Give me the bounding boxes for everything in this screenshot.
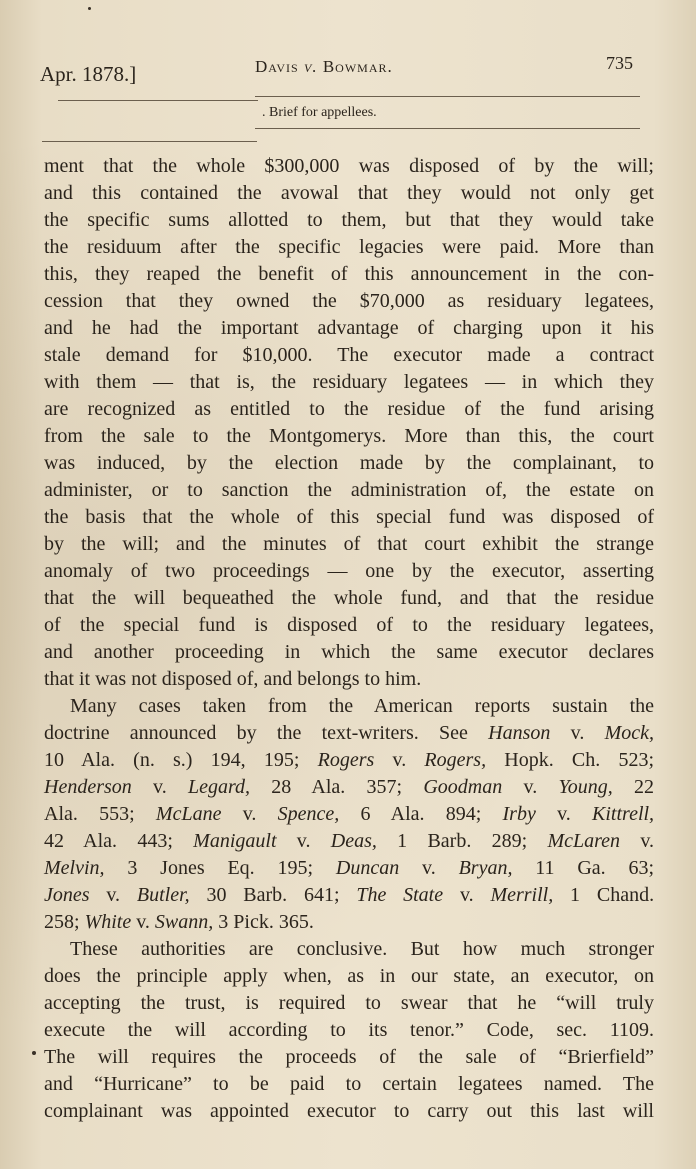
- text-line: that it was not disposed of, and belongs to him.: [44, 668, 422, 690]
- citation: 3 Pick. 365.: [218, 911, 314, 933]
- versus: v.: [242, 803, 257, 825]
- text-line: [44, 720, 654, 747]
- text-line: from the sale to the Montgomerys. More than this, the court: [44, 425, 654, 447]
- text-line: with them — that is, the residuary legatees — in which they: [44, 371, 654, 393]
- text-run: Many cases taken from the American reports sustain the: [70, 695, 654, 717]
- case-name: White: [84, 911, 132, 933]
- versus: v.: [153, 776, 167, 798]
- text-line: and he had the important advantage of charging upon it his: [44, 317, 654, 339]
- running-header: [0, 50, 696, 90]
- text-line: this, they reaped the benefit of this announcement in the con-: [44, 263, 654, 285]
- header-versus: v.: [303, 57, 318, 76]
- text-line: [44, 936, 654, 963]
- text-line: administer, or to sanction the administration of, the estate on: [44, 479, 654, 501]
- header-party-a: Davis: [255, 57, 299, 76]
- case-name: Swann,: [154, 911, 214, 933]
- case-name: Rogers,: [424, 749, 487, 771]
- text-line: [44, 828, 654, 855]
- case-name: Henderson: [44, 776, 132, 798]
- case-name: Duncan: [335, 857, 400, 879]
- paragraph-2: [44, 693, 654, 936]
- citation: Ala. 553;: [44, 803, 135, 825]
- case-name: Goodman: [423, 776, 503, 798]
- versus: v.: [459, 884, 474, 906]
- page-number: 735: [606, 53, 633, 73]
- subheader-rule-left: [42, 141, 257, 142]
- citation: 10 Ala. (n. s.) 194, 195;: [44, 749, 300, 771]
- text-line: and “Hurricane” to be paid to certain legatees named. The: [44, 1073, 654, 1095]
- citation: 42 Ala. 443;: [44, 830, 173, 852]
- versus: v.: [106, 884, 121, 906]
- citation: 6 Ala. 894;: [360, 803, 482, 825]
- text-line: does the principle apply when, as in our state, an executor, on: [44, 965, 654, 987]
- case-name: McLaren: [547, 830, 621, 852]
- citation: 3 Jones Eq. 195;: [127, 857, 314, 879]
- paragraph-3: [44, 936, 654, 1125]
- header-party-b: Bowmar.: [322, 57, 393, 76]
- case-name: Mock,: [604, 722, 655, 744]
- text-line: [44, 909, 654, 936]
- ink-speck: [32, 1051, 36, 1055]
- text-line: The will requires the proceeds of the sale of “Brierfield”: [44, 1046, 654, 1068]
- text-line: [44, 801, 654, 828]
- text-line: execute the will according to its tenor.” Code, sec. 1109.: [44, 1019, 654, 1041]
- citation: 1 Barb. 289;: [397, 830, 528, 852]
- citation: 30 Barb. 641;: [206, 884, 340, 906]
- text-line: complainant was appointed executor to carry out this last will: [44, 1100, 654, 1122]
- citation: Hopk. Ch. 523;: [504, 749, 655, 771]
- text-line: and this contained the avowal that they would not only get: [44, 182, 654, 204]
- versus: v.: [422, 857, 436, 879]
- text-line: [44, 774, 654, 801]
- citation: 28 Ala. 357;: [271, 776, 403, 798]
- case-name: Deas,: [330, 830, 377, 852]
- case-name: McLane: [155, 803, 222, 825]
- versus: v.: [136, 911, 150, 933]
- text-line: accepting the trust, is required to swear that he “will truly: [44, 992, 654, 1014]
- text-run: These authorities are conclusive. But how much stronger: [70, 938, 654, 960]
- case-name: Rogers: [317, 749, 375, 771]
- paragraph-1: [44, 153, 654, 693]
- header-case-title: [255, 57, 393, 77]
- text-line: [44, 693, 654, 720]
- header-rule-left: [58, 100, 258, 101]
- case-name: The State: [356, 884, 444, 906]
- case-name: Legard,: [187, 776, 251, 798]
- header-date: Apr. 1878.]: [40, 62, 137, 86]
- case-name: Bryan,: [458, 857, 513, 879]
- text-line: are recognized as entitled to the residue of the fund arising: [44, 398, 654, 420]
- body-text: [44, 153, 654, 1125]
- versus: v.: [570, 722, 585, 744]
- text-line: was induced, by the election made by the complainant, to: [44, 452, 654, 474]
- ink-speck: [88, 7, 91, 10]
- case-name: Kittrell,: [592, 803, 655, 825]
- subheader: . Brief for appellees.: [262, 105, 377, 120]
- case-name: Irby: [502, 803, 536, 825]
- case-name: Hanson: [488, 722, 551, 744]
- case-name: Butler,: [136, 884, 190, 906]
- text-line: anomaly of two proceedings — one by the executor, asserting: [44, 560, 654, 582]
- text-line: ment that the whole $300,000 was disposed of by the will;: [44, 155, 654, 177]
- text-line: the residuum after the specific legacies were paid. More than: [44, 236, 654, 258]
- text-line: stale demand for $10,000. The executor made a contract: [44, 344, 654, 366]
- citation: 258;: [44, 911, 80, 933]
- text-line: by the will; and the minutes of that court exhibit the strange: [44, 533, 654, 555]
- text-line: [44, 882, 654, 909]
- text-run: doctrine announced by the text-writers. See: [44, 722, 468, 744]
- versus: v.: [557, 803, 571, 825]
- text-line: the basis that the whole of this special fund was disposed of: [44, 506, 654, 528]
- text-line: [44, 747, 654, 774]
- case-name: Jones: [44, 884, 90, 906]
- citation: 1 Chand.: [570, 884, 655, 906]
- citation: 11 Ga. 63;: [535, 857, 655, 879]
- case-name: Spence,: [277, 803, 340, 825]
- versus: v.: [640, 830, 655, 852]
- text-line: the specific sums allotted to them, but that they would take: [44, 209, 654, 231]
- text-line: cession that they owned the $70,000 as residuary legatees,: [44, 290, 654, 312]
- case-name: Manigault: [193, 830, 277, 852]
- case-name: Melvin,: [44, 857, 105, 879]
- versus: v.: [523, 776, 538, 798]
- text-line: and another proceeding in which the same executor declares: [44, 641, 654, 663]
- case-name: Merrill,: [490, 884, 554, 906]
- subheader-rule-right: [255, 128, 640, 129]
- versus: v.: [296, 830, 311, 852]
- versus: v.: [392, 749, 407, 771]
- citation: 22: [634, 776, 654, 798]
- header-rule-top: [255, 96, 640, 97]
- text-line: that the will bequeathed the whole fund, and that the residue: [44, 587, 654, 609]
- text-line: of the special fund is disposed of to the residuary legatees,: [44, 614, 654, 636]
- case-name: Young,: [558, 776, 613, 798]
- text-line: [44, 855, 654, 882]
